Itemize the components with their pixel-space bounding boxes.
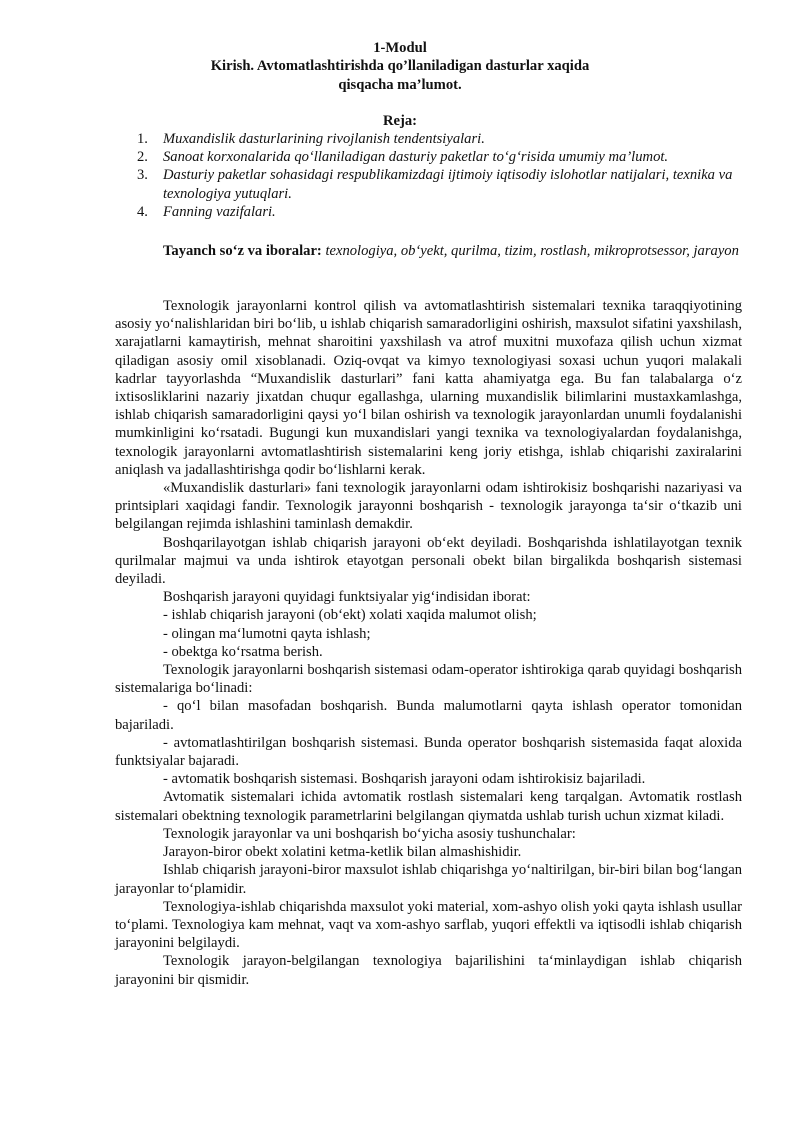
plan-item xyxy=(137,203,737,221)
plan-heading: Reja: xyxy=(382,113,418,129)
keywords-label: Tayanch so‘z va iboralar: xyxy=(163,243,322,259)
definition: Ishlab chiqarish jarayoni-biror maxsulot ishlab chiqarishga yo‘naltirilgan, bir-biri bilan bog‘langan jarayonlar to‘plamidir. xyxy=(115,862,742,897)
paragraph: Texnologik jarayonlar va uni boshqarish bo‘yicha asosiy tushunchalar: xyxy=(163,825,576,842)
title-line-1: Kirish. Avtomatlashtirishda qo’llaniladigan dasturlar xaqida xyxy=(210,58,590,74)
paragraph: Boshqarilayotgan ishlab chiqarish jarayoni ob‘ekt deyiladi. Boshqarishda ishlatilayotgan texnik qurilmalar majmui va unda ishtirok etayotgan personali obekt bilan birgalikda boshqarish sistemasi deyiladi. xyxy=(115,534,742,588)
list-item: - qo‘l bilan masofadan boshqarish. Bunda malumotlarni qayta ishlash operator tomonidan bajariladi. xyxy=(115,698,742,733)
main-text xyxy=(115,297,742,989)
paragraph: Avtomatik sistemalari ichida avtomatik rostlash sistemalari keng tarqalgan. Avtomatik rostlash sistemalari obektning texnologik parametrlarini belgilangan qiymatda ushlab turish uchun xizmat kiladi. xyxy=(115,789,742,824)
definition: Jarayon-biror obekt xolatini ketma-ketlik bilan almashishidir. xyxy=(163,844,522,861)
plan-item-number: 4. xyxy=(137,203,148,220)
list-item: - ishlab chiqarish jarayoni (ob‘ekt) xolati xaqida malumot olish; xyxy=(163,607,537,624)
keywords-text: texnologiya, ob‘yekt, qurilma, tizim, rostlash, mikroprotsessor, jarayon xyxy=(325,243,739,259)
plan-item-text: Fanning vazifalari. xyxy=(163,203,276,220)
plan-item xyxy=(137,130,737,148)
definition: Texnologik jarayon-belgilangan texnologiya bajarilishini ta‘minlaydigan ishlab chiqarish jarayonini bir qismidir. xyxy=(115,953,742,988)
list-item: - avtomatlashtirilgan boshqarish sistemasi. Bunda operator boshqarish sistemasida faqat aloxida funktsiyalar bajaradi. xyxy=(115,734,742,770)
plan-list xyxy=(137,130,737,221)
keywords-block xyxy=(115,242,742,260)
title-line-2: qisqacha ma’lumot. xyxy=(338,77,462,93)
definition: Texnologiya-ishlab chiqarishda maxsulot yoki material, xom-ashyo olish yoki qayta ishlash usullar to‘plami. Texnologiya kam mehnat, vaqt va xom-ashyo sarflab, yuqori effektli va iqtisodli ishlab chiqarish jarayonini belgilaydi. xyxy=(115,898,742,952)
plan-item xyxy=(137,148,737,166)
list-item: - olingan ma‘lumotni qayta ishlash; xyxy=(163,625,371,642)
paragraph: Boshqarish jarayoni quyidagi funktsiyalar yig‘indisidan iborat: xyxy=(163,589,531,606)
paragraph: Texnologik jarayonlarni kontrol qilish va avtomatlashtirish sistemalari texnika taraqqiyotining asosiy yo‘nalishlaridan biri bo‘lib, u ishlab chiqarish samaradorligini oshirish, maxsulot sifatini yaxshilash, xarajatlarni kamaytirish, mehnat sharoitini yaxshilash va atrof muxitni muxofaza qilish uchun xizmat qiladigan asosiy omil xisoblanadi. Oziq-ovqat va kimyo texnologiyasi soxasi uchun yuqori malakali kadrlar tayyorlashda “Muxandislik dasturlari” fani katta ahamiyatga ega. Bu fan talabalarga o‘z ixtisosliklarini nazariy jixatdan chuqur egallashga, ularning muxandislik bilimlarini mustaxkamlashga, ishlab chiqarish samaradorligini qaysi yo‘l bilan oshirish va texnologik jarayonlardan unumli foydalanishi mumkinligini ko‘rsatadi. Bugungi kun muxandislari yangi texnika va texnologiyalardan foydalanishga, texnologik jarayonlarni avtomatlashtirish sistemalarini keng joriy etishga, ishlab chiqarishi zaxiralarini aniqlash va jadallashtirishga qodir bo‘lishlarni kerak. xyxy=(115,298,742,478)
list-item: - obektga ko‘rsatma berish. xyxy=(163,643,323,660)
list-item: - avtomatik boshqarish sistemasi. Boshqarish jarayoni odam ishtirokisiz bajariladi. xyxy=(163,771,646,788)
paragraph: Texnologik jarayonlarni boshqarish sistemasi odam-operator ishtirokiga qarab quyidagi boshqarish sistemalariga bo‘linadi: xyxy=(115,662,742,697)
plan-item-text: Dasturiy paketlar sohasidagi respublikamizdagi ijtimoiy iqtisodiy islohotlar natijalari, texnika va texnologiya yutuqlari. xyxy=(163,167,733,202)
paragraph: «Muxandislik dasturlari» fani texnologik jarayonlarni odam ishtirokisiz boshqarishi nazariyasi va printsiplari xaqidagi fandir. Texnologik jarayonni boshqarish - texnologik jarayonga ta‘sir o‘tkazib uni belgilangan rejimda ishlashini taminlash demakdir. xyxy=(115,480,742,533)
plan-item-number: 3. xyxy=(137,167,148,184)
plan-item-number: 2. xyxy=(137,149,148,166)
plan-item xyxy=(137,166,737,202)
keywords-paragraph xyxy=(115,242,742,260)
plan-item-number: 1. xyxy=(137,131,148,147)
plan-item-text: Sanoat korxonalarida qo‘llaniladigan dasturiy paketlar to‘g‘risida umumiy ma’lumot. xyxy=(163,149,669,166)
module-label: 1-Modul xyxy=(373,40,427,56)
plan-item-text: Muxandislik dasturlarining rivojlanish tendentsiyalari. xyxy=(163,131,485,147)
